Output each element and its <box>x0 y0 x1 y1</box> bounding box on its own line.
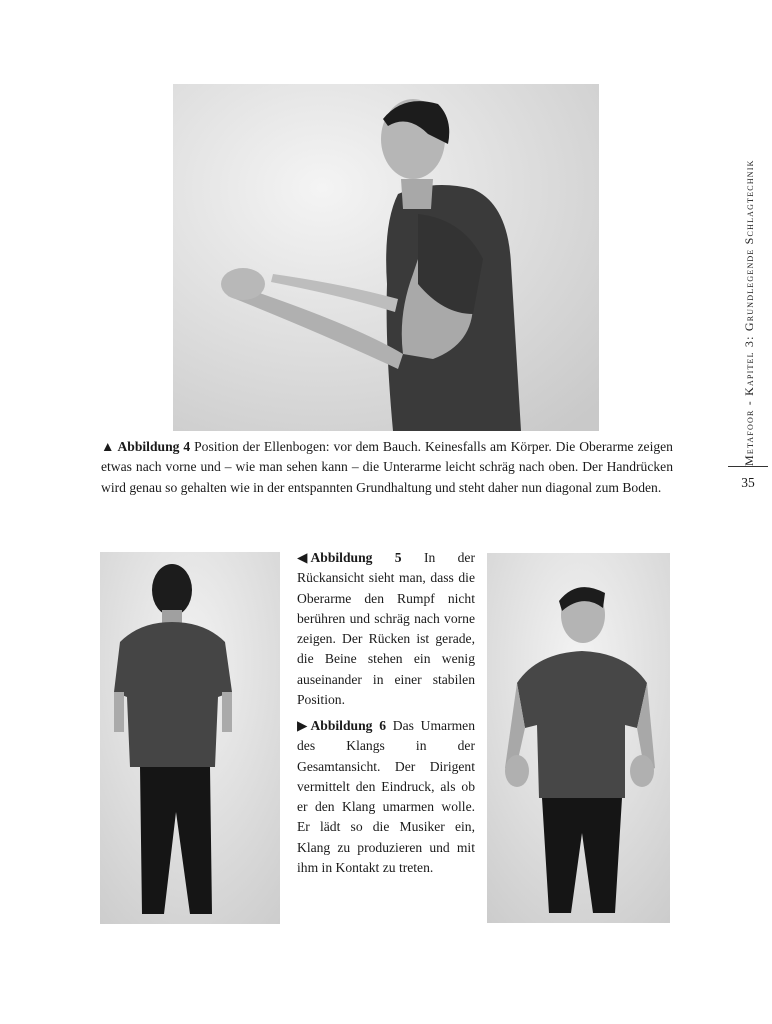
figure-6-photo <box>487 553 670 923</box>
figure-4-photo <box>173 84 599 431</box>
running-head-rule <box>728 466 768 467</box>
triangle-left-icon: ◀ <box>297 550 308 565</box>
figure-5-label: Abbildung 5 <box>310 550 402 565</box>
triangle-up-icon: ▲ <box>101 439 115 454</box>
triangle-right-icon: ▶ <box>297 718 308 733</box>
figure-4-label: Abbildung 4 <box>117 439 191 454</box>
figure-5-photo <box>100 552 280 924</box>
figure-6-text: Das Umarmen des Klangs in der Gesamtansicht. Der Dirigent vermittelt den Eindruck, als ob er den Klang umarmen wolle. Er lädt so die Musiker ein, Klang zu produzieren und mit ihm in Kontakt zu treten. <box>297 718 476 876</box>
figure-4-caption <box>101 437 673 498</box>
figure-4-text: Position der Ellenbogen: vor dem Bauch. Keinesfalls am Körper. Die Oberarme zeigen etwas nach vorne und – wie man sehen kann – die Unterarme leicht schräg nach oben. Der Handrücken wird genau so gehalten wie in der entspannten Grundhaltung und steht daher nun diagonal zum Boden. <box>101 439 673 495</box>
figure-5-text: In der Rückansicht sieht man, dass die Oberarme den Rumpf nicht berühren und schräg nach vorne zeigen. Der Rücken ist gerade, die Beine stehen ein wenig auseinander in einer stabilen Position. <box>297 550 475 708</box>
figure-6-label: Abbildung 6 <box>310 718 386 733</box>
running-head: Metafoor - Kapitel 3: Grundlegende Schlagtechnik <box>742 159 756 466</box>
figure-5-caption <box>297 548 475 710</box>
figure-6-caption <box>297 716 475 878</box>
page-number: 35 <box>741 475 755 490</box>
